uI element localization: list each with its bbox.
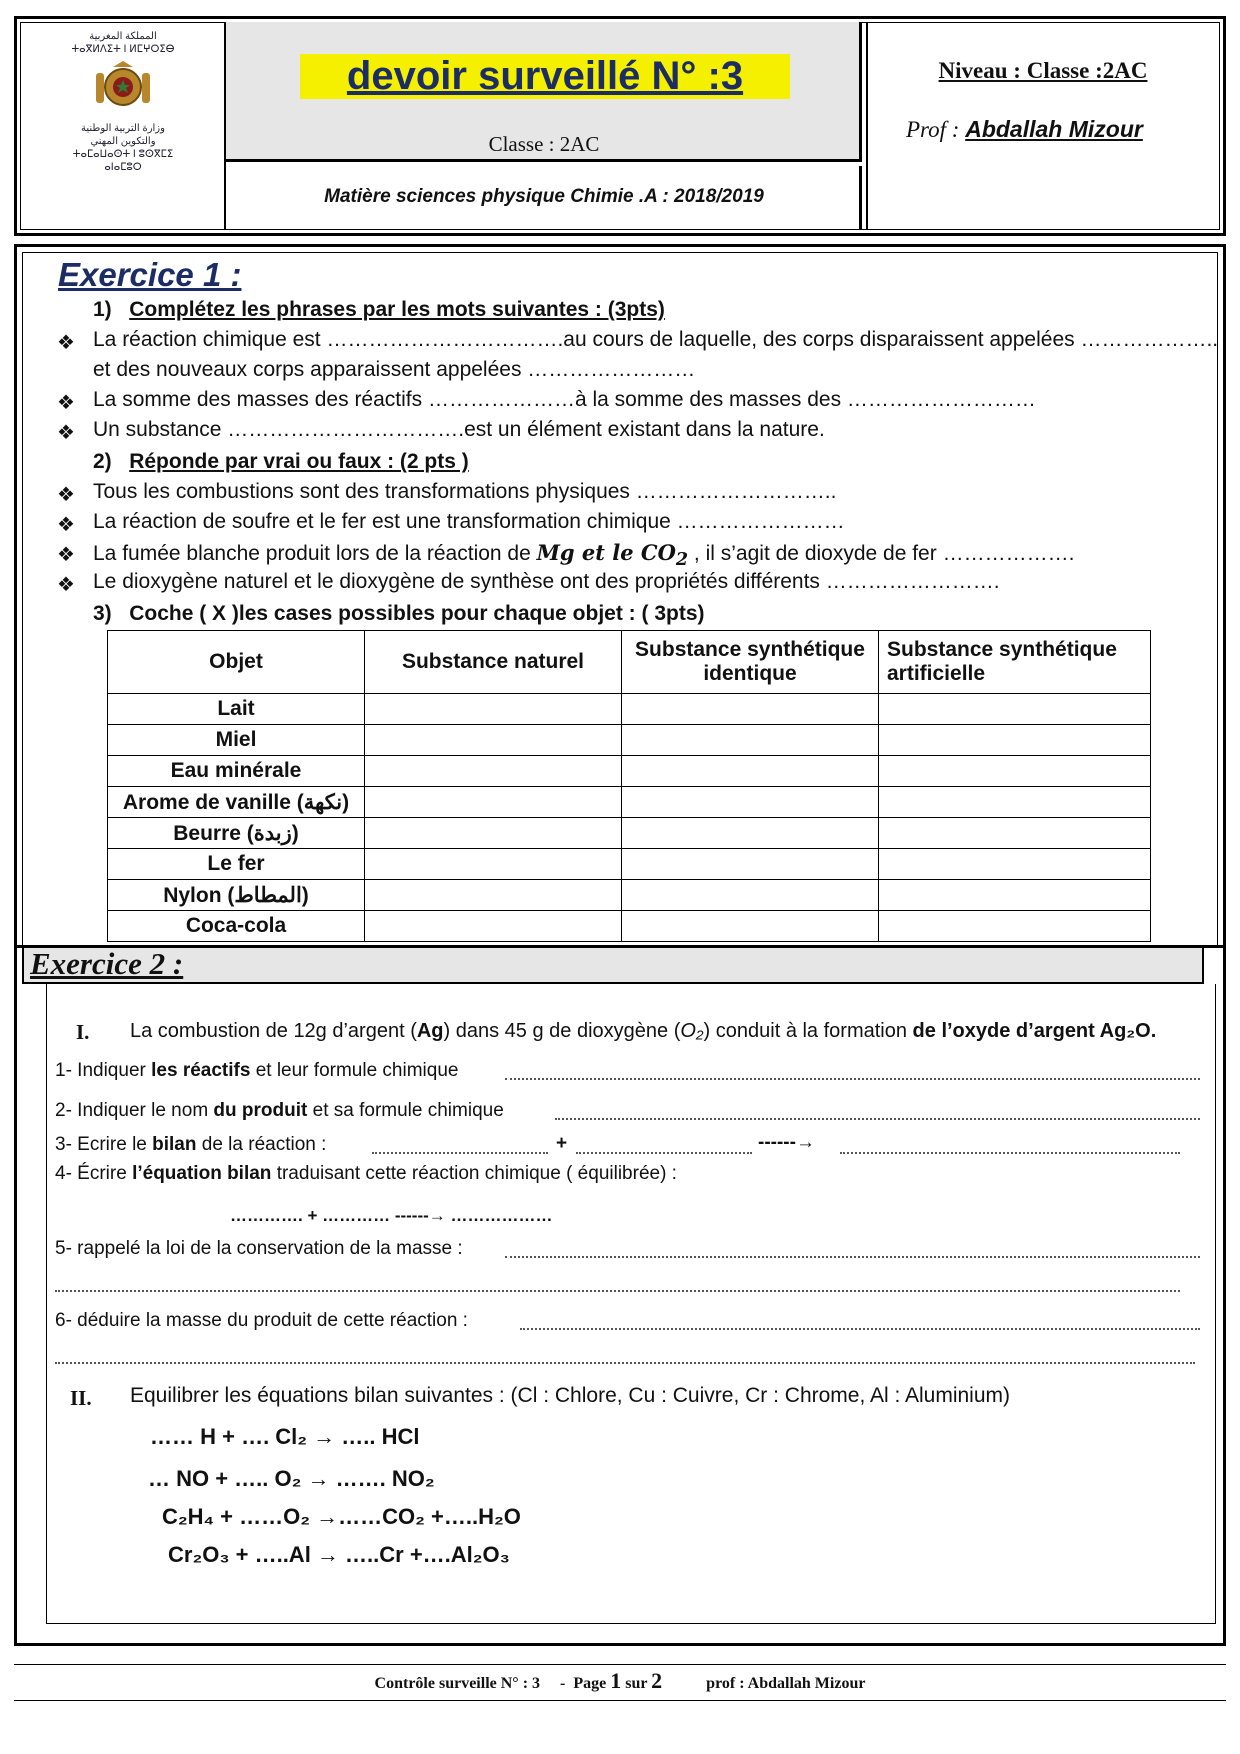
checkbox-cell[interactable] — [879, 849, 1151, 880]
equation-3[interactable]: C₂H₄ + ……O₂ →……CO₂ +…..H₂O — [162, 1504, 521, 1529]
gov-line: والتكوين المهني — [90, 136, 156, 147]
exercise-2-title-bar — [22, 946, 1204, 984]
q2-text: Réponde par vrai ou faux : (2 pts ) — [129, 450, 469, 473]
checkbox-cell[interactable] — [879, 694, 1151, 725]
table-row — [108, 911, 1151, 942]
checkbox-cell[interactable] — [622, 849, 879, 880]
formula-mg-co2 — [536, 540, 689, 571]
product-name: de l’oxyde d’argent Ag₂O. — [912, 1020, 1157, 1042]
page-number: 1 — [610, 1668, 622, 1693]
equation-2[interactable]: … NO + ….. O₂ → ……. NO₂ — [148, 1466, 435, 1491]
q2-line: Le dioxygène naturel et le dioxygène de synthèse ont des propriétés différents ……………………. — [93, 570, 1000, 593]
table-row — [108, 725, 1151, 756]
footer-divider — [14, 1664, 1226, 1665]
checkbox-cell[interactable] — [622, 818, 879, 849]
answer-line[interactable] — [555, 1118, 1200, 1120]
table-row — [108, 880, 1151, 911]
classe-label: Classe : 2AC — [488, 132, 600, 156]
checkbox-cell[interactable] — [622, 756, 879, 787]
answer-line[interactable] — [505, 1078, 1200, 1080]
page-total: 2 — [651, 1668, 663, 1693]
q1-number: 1) — [93, 298, 112, 321]
arrow-icon: ------→ — [758, 1132, 815, 1153]
text-bold: les réactifs — [151, 1060, 251, 1081]
checkbox-cell[interactable] — [365, 725, 622, 756]
question-6: 6- déduire la masse du produit de cette réaction : — [55, 1310, 468, 1331]
footer-divider — [14, 1700, 1226, 1701]
formula-text: Mg et le CO — [536, 540, 676, 565]
q1-line: Un substance …………………………….est un élément existant dans la nature. — [93, 418, 825, 441]
table-header: Objet — [108, 631, 365, 694]
text: 1- Indiquer — [55, 1060, 152, 1081]
bullet-icon: ❖ — [57, 392, 75, 414]
checkbox-cell[interactable] — [622, 787, 879, 818]
gov-line: ⵜⴰⴳⵍⴷⵉⵜ ⵏ ⵍⵎⵖⵔⵉⴱ — [71, 44, 175, 55]
text: La combustion de 12g d’argent ( — [130, 1020, 417, 1042]
matiere-label: Matière sciences physique Chimie .A : 2018/2019 — [324, 186, 764, 207]
answer-line[interactable] — [576, 1152, 752, 1154]
text-bold: l’équation bilan — [132, 1163, 272, 1184]
text: 2- Indiquer le nom — [55, 1100, 214, 1121]
checkbox-cell[interactable] — [365, 756, 622, 787]
answer-line[interactable] — [372, 1152, 548, 1154]
question-1 — [55, 1060, 458, 1082]
question-4 — [55, 1163, 677, 1185]
gov-line: ⵜⴰⵎⴰⵡⴰⵙⵜ ⵏ ⵓⵙⴳⵎⵉ — [72, 149, 174, 160]
equation-1[interactable]: …… H + …. Cl₂ → ….. HCl — [150, 1424, 420, 1449]
bullet-icon: ❖ — [57, 332, 75, 354]
footer — [14, 1668, 1226, 1694]
text: et sa formule chimique — [307, 1100, 504, 1121]
symbol-ag: Ag — [416, 1020, 444, 1042]
checkbox-cell[interactable] — [879, 756, 1151, 787]
text: de la réaction : — [196, 1134, 327, 1155]
q2-line-formula — [93, 540, 1074, 570]
q2-line-tail: , il s’agit de dioxyde de fer ………………. — [688, 542, 1075, 565]
q1-line: et des nouveaux corps apparaissent appelées …………………… — [93, 358, 696, 381]
niveau-label: Niveau : Classe :2AC — [938, 58, 1148, 83]
q2-line: La réaction de soufre et le fer est une transformation chimique …………………… — [93, 510, 845, 533]
part-I-text — [130, 1020, 1156, 1043]
checkbox-cell[interactable] — [622, 725, 879, 756]
gov-line: المملكة المغربية — [89, 31, 157, 42]
plus-sign: + — [556, 1133, 568, 1154]
text-bold: bilan — [152, 1134, 197, 1155]
q2-line: Tous les combustions sont des transformations physiques ……………………….. — [93, 480, 837, 503]
text: 3- Ecrire le — [55, 1134, 153, 1155]
text: traduisant cette réaction chimique ( équilibrée) : — [271, 1163, 677, 1184]
table-row — [108, 787, 1151, 818]
footer-text: Contrôle surveille N° : 3 - Page — [374, 1675, 611, 1692]
prof-label — [906, 116, 1143, 143]
q1-line: La réaction chimique est …………………………….au cours de laquelle, des corps disparaissent appelées ……………….. — [93, 328, 1219, 351]
table-row — [108, 818, 1151, 849]
q3-number: 3) — [93, 602, 112, 625]
checkbox-cell[interactable] — [879, 911, 1151, 942]
bullet-icon: ❖ — [57, 514, 75, 536]
footer-author: prof : Abdallah Mizour — [662, 1675, 866, 1692]
checkbox-cell[interactable] — [365, 787, 622, 818]
gov-line: ⴰⵏⴰⵎⵓⵔ — [104, 162, 142, 173]
answer-line[interactable] — [520, 1328, 1200, 1330]
object-name: Lait — [108, 694, 365, 725]
table-header: Substance naturel — [365, 631, 622, 694]
answer-line[interactable] — [505, 1256, 1200, 1258]
q1-heading — [93, 298, 665, 322]
table-header: Substance synthétique identique — [622, 631, 879, 694]
formula-sub: 2 — [675, 550, 689, 571]
checkbox-cell[interactable] — [622, 911, 879, 942]
q1-line: La somme des masses des réactifs …………………à la somme des masses des ……………………… — [93, 388, 1036, 411]
checkbox-cell[interactable] — [365, 818, 622, 849]
page-title: devoir surveillé N° :3 — [300, 54, 790, 99]
exercise-1-title: Exercice 1 : — [58, 256, 242, 293]
text: et leur formule chimique — [250, 1060, 459, 1081]
object-name: Eau minérale — [108, 756, 365, 787]
q3-heading — [93, 602, 705, 626]
bullet-icon: ❖ — [57, 544, 75, 566]
bullet-icon: ❖ — [57, 484, 75, 506]
coat-of-arms-icon — [88, 59, 158, 115]
question-3 — [55, 1134, 326, 1156]
checkbox-cell[interactable] — [879, 880, 1151, 911]
table-header: Substance synthétique artificielle — [879, 631, 1151, 694]
q2-heading — [93, 450, 469, 474]
question-2 — [55, 1100, 504, 1122]
text: ) conduit à la formation — [703, 1020, 913, 1042]
table-row — [108, 694, 1151, 725]
q2-number: 2) — [93, 450, 112, 473]
checkbox-cell[interactable] — [879, 725, 1151, 756]
checkbox-cell[interactable] — [365, 911, 622, 942]
table-header-row — [108, 631, 1151, 694]
question-5: 5- rappelé la loi de la conservation de la masse : — [55, 1238, 463, 1259]
object-name: Beurre (زبدة) — [108, 818, 365, 849]
answer-line[interactable] — [55, 1362, 1195, 1364]
object-name: Miel — [108, 725, 365, 756]
ministry-emblem — [26, 30, 220, 174]
q1-text: Complétez les phrases par les mots suivantes : (3pts) — [129, 298, 665, 321]
object-name: Nylon (المطاط) — [108, 880, 365, 911]
equation-template[interactable]: …………. + ………… ------→ ……………… — [230, 1206, 553, 1225]
bullet-icon: ❖ — [57, 422, 75, 444]
prof-prefix: Prof : — [906, 117, 960, 142]
text-bold: du produit — [213, 1100, 308, 1121]
gov-line: وزارة التربية الوطنية — [81, 123, 165, 134]
checkbox-cell[interactable] — [365, 694, 622, 725]
prof-name: Abdallah Mizour — [965, 116, 1143, 142]
checkbox-cell[interactable] — [622, 694, 879, 725]
symbol-o2: O₂ — [680, 1020, 704, 1042]
checkbox-cell[interactable] — [879, 818, 1151, 849]
checkbox-cell[interactable] — [365, 880, 622, 911]
exercise-2-title: Exercice 2 : — [30, 946, 184, 981]
checkbox-cell[interactable] — [622, 880, 879, 911]
answer-line[interactable] — [55, 1290, 1180, 1292]
answer-line[interactable] — [840, 1152, 1180, 1154]
equation-4[interactable]: Cr₂O₃ + …..Al → …..Cr +….Al₂O₃ — [168, 1542, 510, 1567]
checkbox-cell[interactable] — [365, 849, 622, 880]
part-II-number: II. — [70, 1386, 92, 1410]
object-name: Le fer — [108, 849, 365, 880]
part-II-text: Equilibrer les équations bilan suivantes : (Cl : Chlore, Cu : Cuivre, Cr : Chrome, Al : Aluminium) — [130, 1384, 1011, 1407]
bullet-icon: ❖ — [57, 574, 75, 596]
q2-line-text: La fumée blanche produit lors de la réaction de — [93, 542, 531, 565]
text: ) dans 45 g de dioxygène ( — [443, 1020, 681, 1042]
checkbox-cell[interactable] — [879, 787, 1151, 818]
text: 4- Écrire — [55, 1163, 133, 1184]
object-name: Coca-cola — [108, 911, 365, 942]
q3-text: Coche ( X )les cases possibles pour chaque objet : ( 3pts) — [129, 602, 705, 625]
object-name: Arome de vanille (نكهة) — [108, 787, 365, 818]
table-row — [108, 756, 1151, 787]
table-row — [108, 849, 1151, 880]
part-I-number: I. — [76, 1020, 90, 1044]
objects-table — [107, 630, 1151, 942]
footer-text: sur — [621, 1675, 652, 1692]
